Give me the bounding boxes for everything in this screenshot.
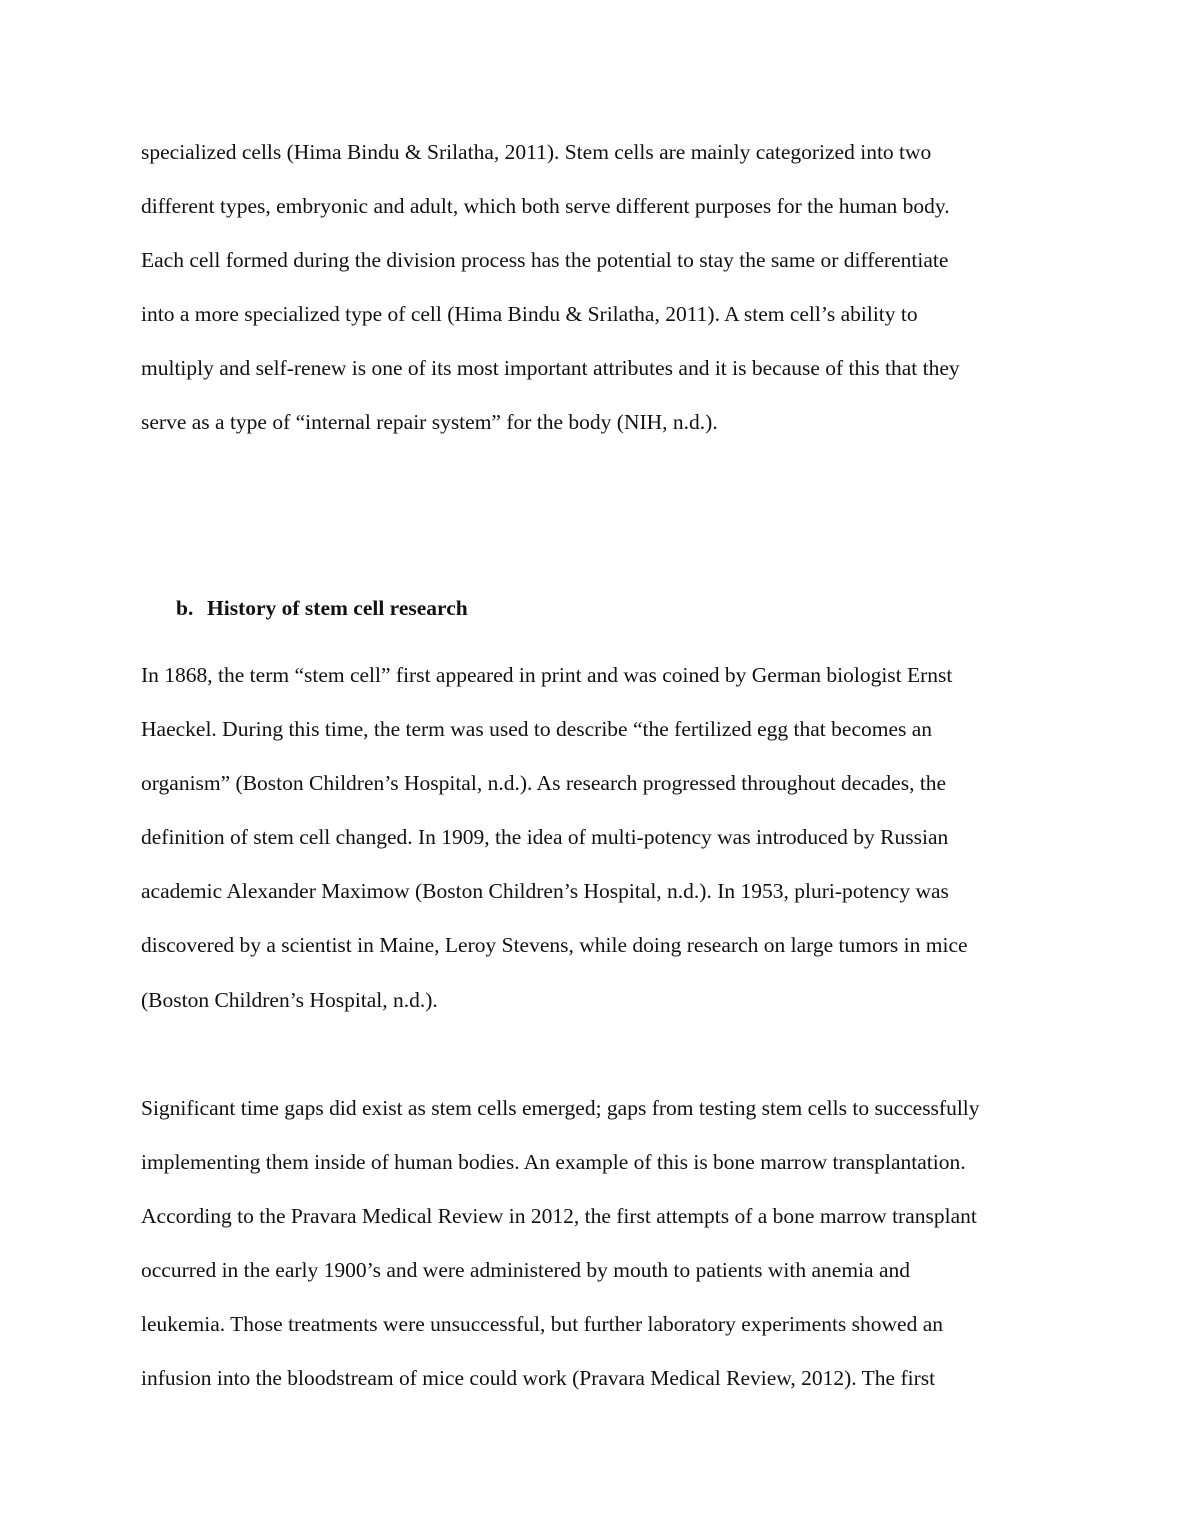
text-line: occurred in the early 1900’s and were administered by mouth to patients with anemia and — [141, 1258, 910, 1282]
text-line: discovered by a scientist in Maine, Leroy Stevens, while doing research on large tumors in mice — [141, 933, 968, 957]
text-line: Haeckel. During this time, the term was used to describe “the fertilized egg that becomes an — [141, 717, 933, 741]
text-line: academic Alexander Maximow (Boston Children’s Hospital, n.d.). In 1953, pluri-potency was — [141, 879, 949, 903]
section-heading — [176, 595, 468, 621]
text-line: In 1868, the term “stem cell” first appeared in print and was coined by German biologist Ernst — [141, 663, 953, 687]
text-line: Each cell formed during the division process has the potential to stay the same or differentiate — [141, 248, 949, 272]
text-line: implementing them inside of human bodies. An example of this is bone marrow transplantation. — [141, 1150, 966, 1174]
text-line: Significant time gaps did exist as stem cells emerged; gaps from testing stem cells to successfully — [141, 1096, 980, 1120]
text-line: specialized cells (Hima Bindu & Srilatha, 2011). Stem cells are mainly categorized into two — [141, 140, 932, 164]
section-heading-title: History of stem cell research — [207, 596, 468, 620]
text-line: leukemia. Those treatments were unsuccessful, but further laboratory experiments showed an — [141, 1312, 944, 1336]
text-line: According to the Pravara Medical Review in 2012, the first attempts of a bone marrow transplant — [141, 1204, 977, 1228]
text-line: into a more specialized type of cell (Hima Bindu & Srilatha, 2011). A stem cell’s ability to — [141, 302, 918, 326]
text-line: definition of stem cell changed. In 1909, the idea of multi-potency was introduced by Russian — [141, 825, 949, 849]
text-line: multiply and self-renew is one of its most important attributes and it is because of this that they — [141, 356, 960, 380]
text-line: (Boston Children’s Hospital, n.d.). — [141, 988, 438, 1012]
text-line: different types, embryonic and adult, which both serve different purposes for the human body. — [141, 194, 950, 218]
text-line: serve as a type of “internal repair system” for the body (NIH, n.d.). — [141, 410, 718, 434]
section-heading-marker: b. — [176, 596, 194, 620]
text-line: infusion into the bloodstream of mice could work (Pravara Medical Review, 2012). The first — [141, 1366, 936, 1390]
text-line: organism” (Boston Children’s Hospital, n.d.). As research progressed throughout decades, the — [141, 771, 947, 795]
